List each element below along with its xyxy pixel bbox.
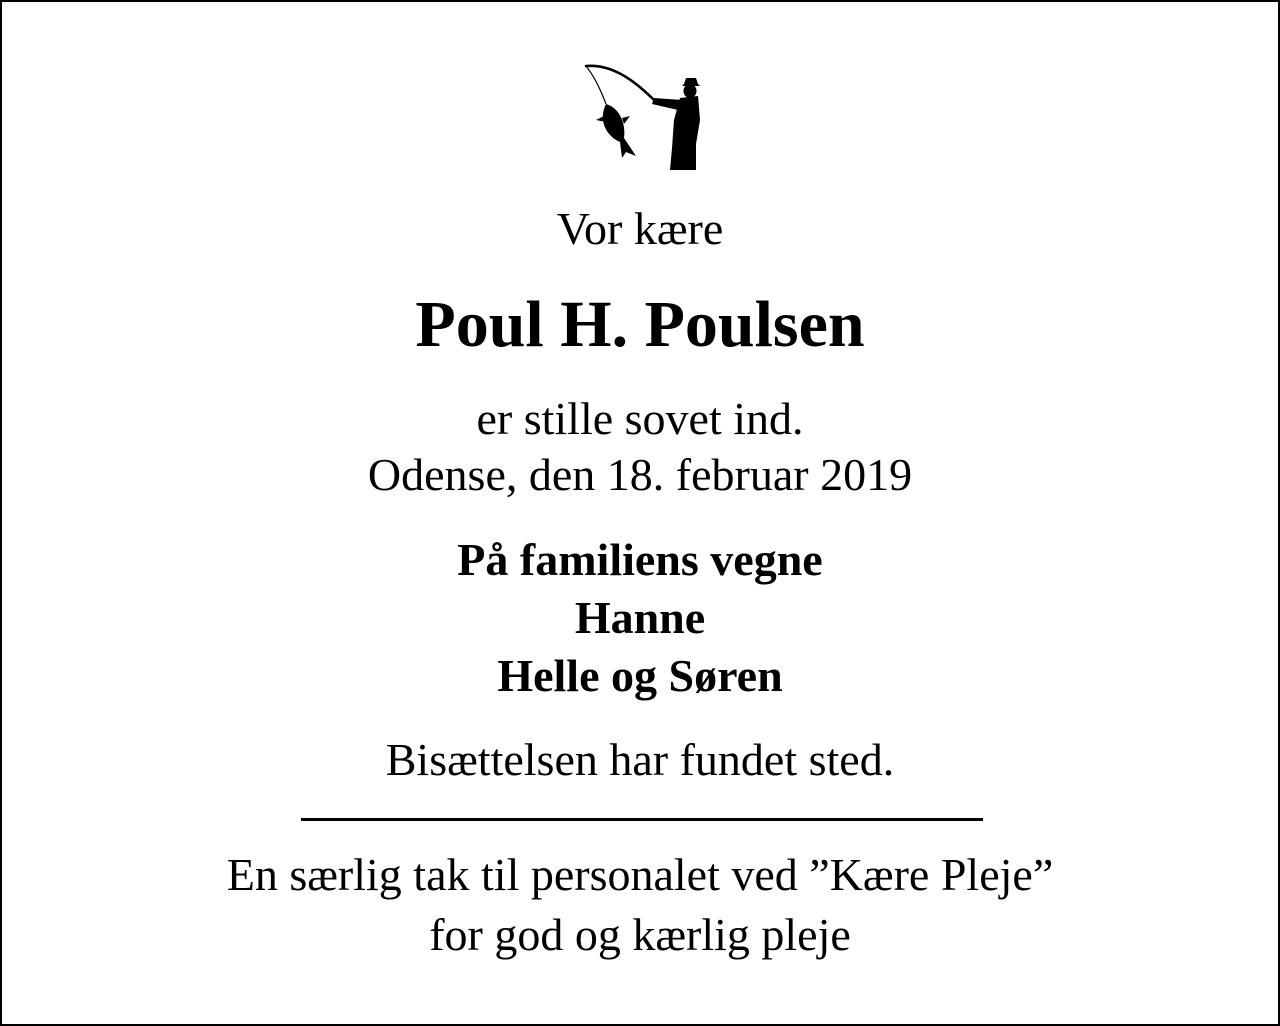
fisherman-with-fish-icon [580,60,706,174]
greeting: Vor kære [556,203,724,254]
family-heading: På familiens vegne [457,534,823,585]
thanks-line: for god og kærlig pleje [429,909,851,960]
place-date: Odense, den 18. februar 2019 [367,449,913,500]
funeral-note: Bisættelsen har fundet sted. [385,734,895,785]
passing-line: er stille sovet ind. [476,393,804,444]
mourner-name: Hanne [574,592,706,643]
divider [301,818,983,821]
mourner-name: Helle og Søren [497,650,783,701]
deceased-name: Poul H. Poulsen [415,288,865,361]
thanks-line: En særlig tak til personalet ved ”Kære Pleje” [226,849,1054,900]
